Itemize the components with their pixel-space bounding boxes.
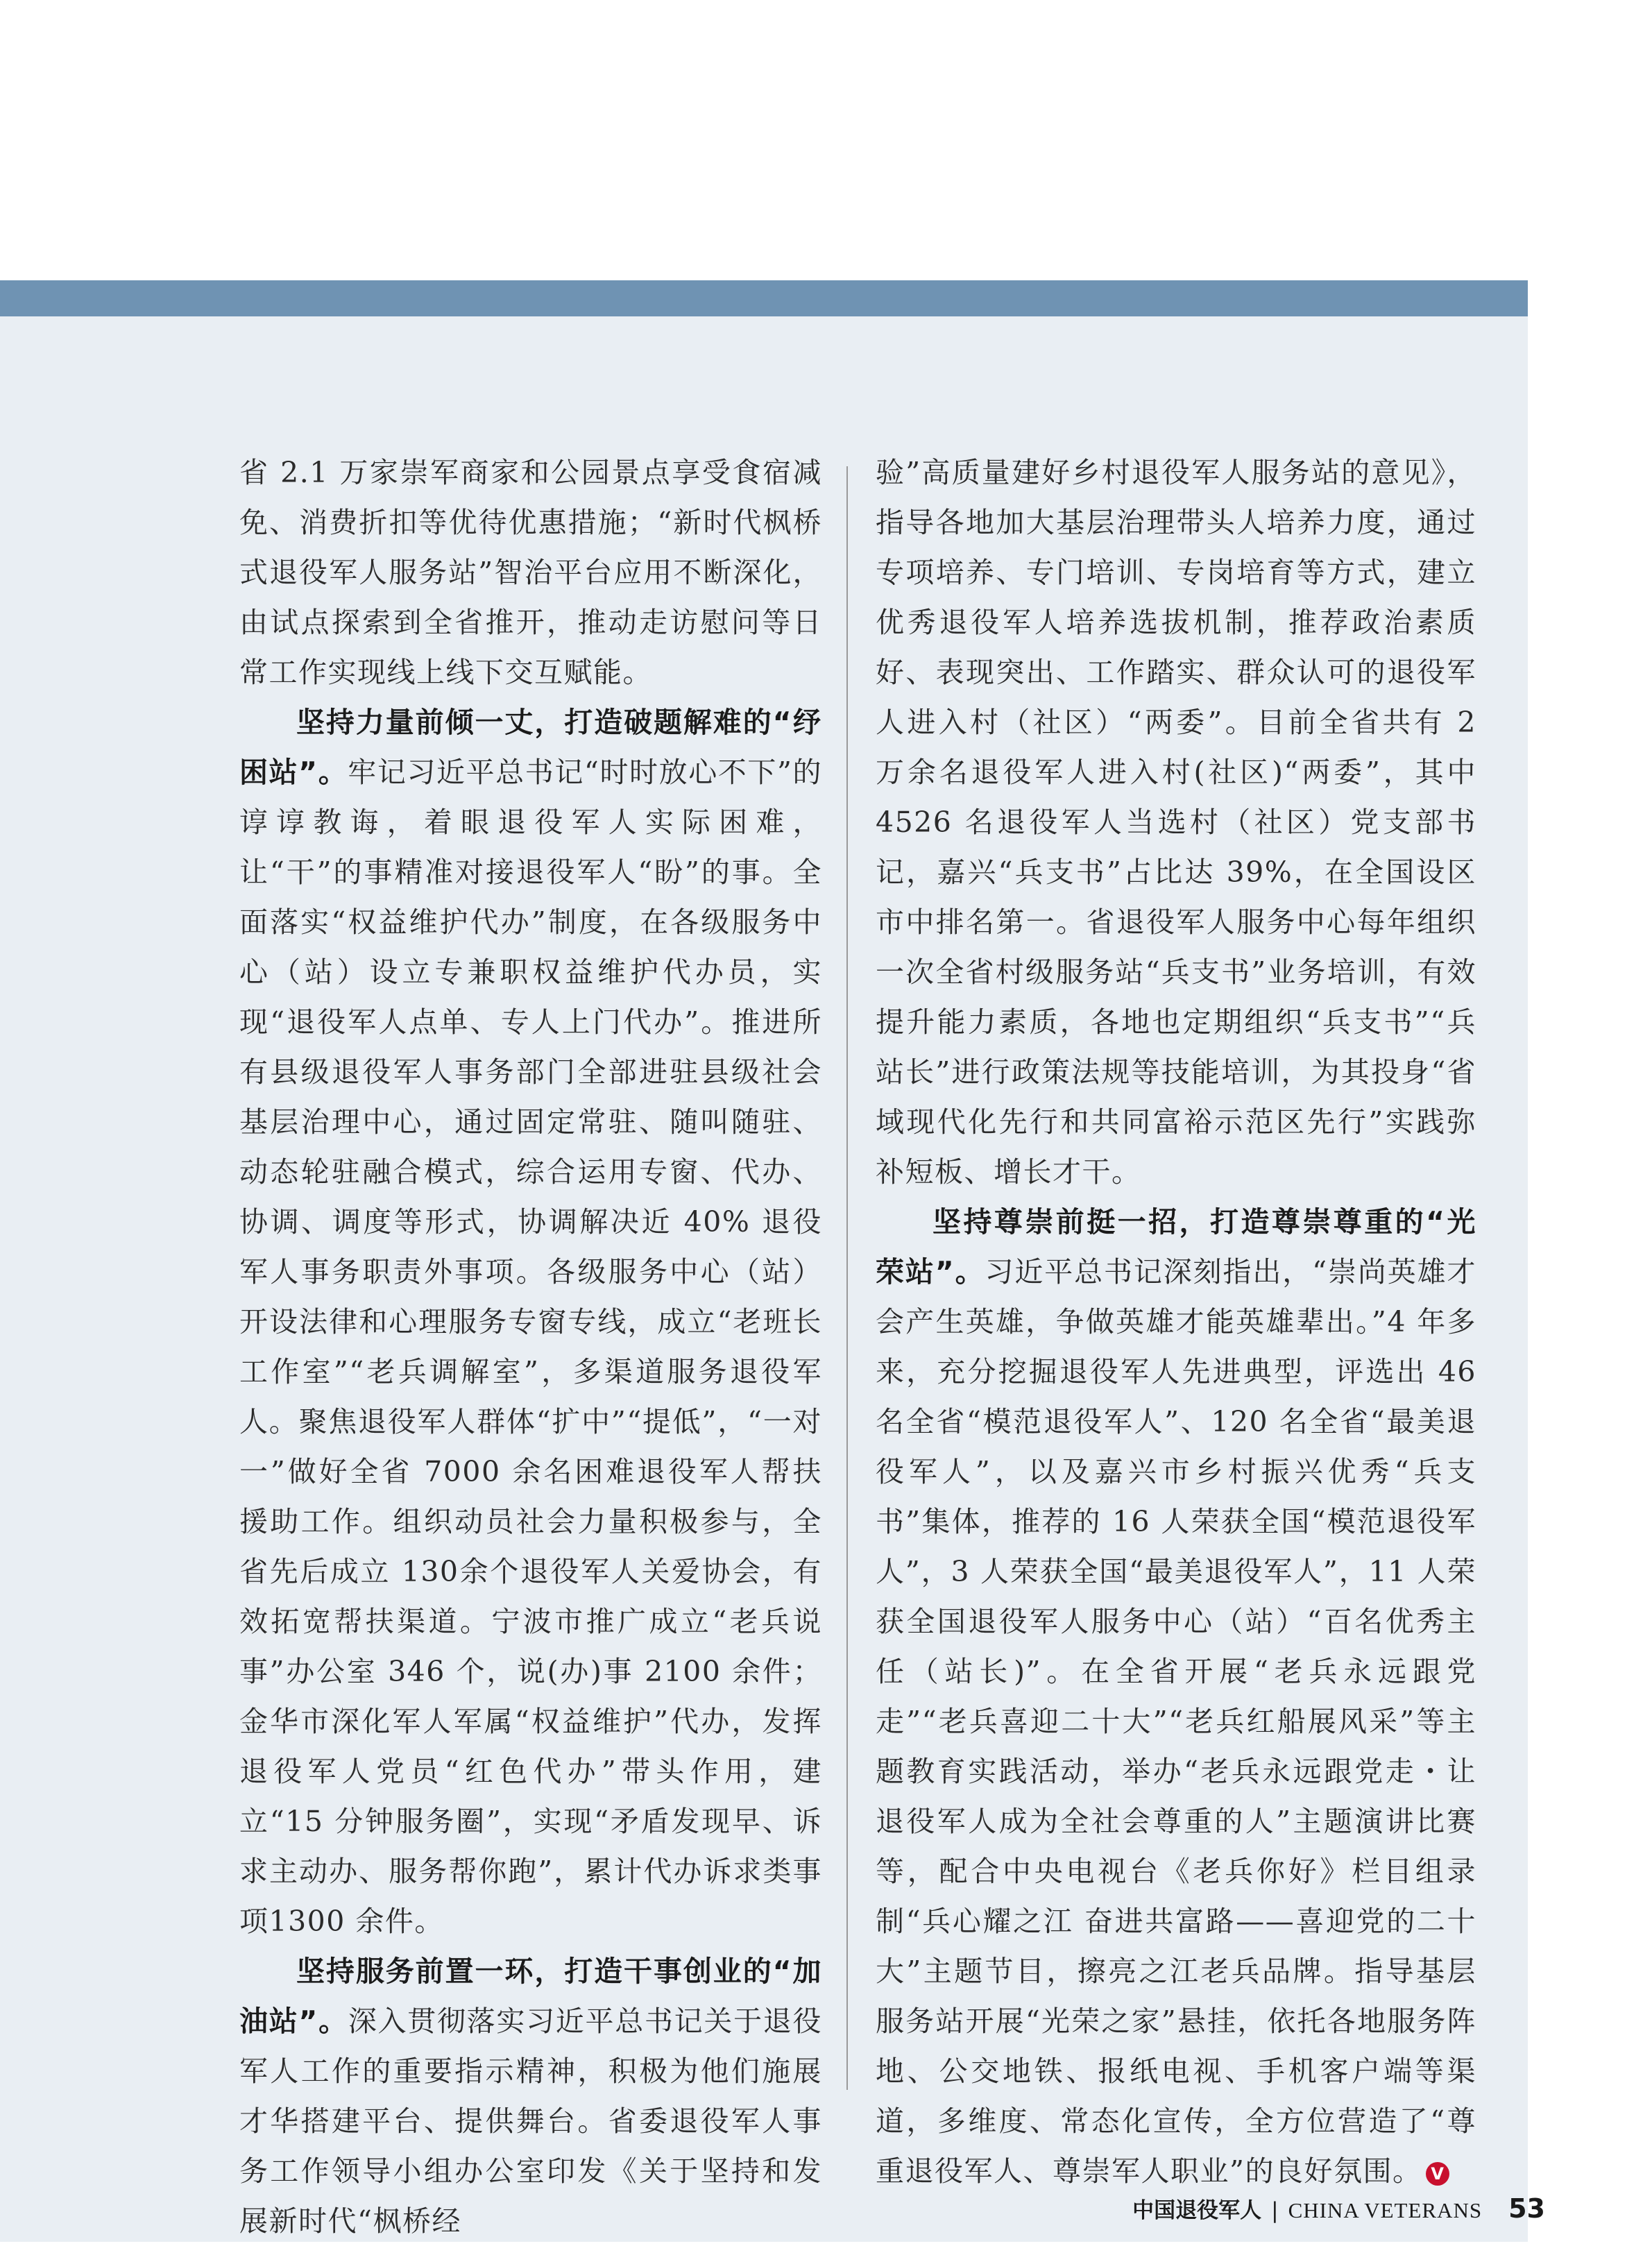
page-number: 53 xyxy=(1508,2193,1545,2224)
paragraph xyxy=(239,1946,822,2246)
paragraph-text: 验”高质量建好乡村退役军人服务站的意见》，指导各地加大基层治理带头人培养力度，通过专项培养、专门培训、专岗培育等方式，建立优秀退役军人培养选拔机制，推荐政治素质好、表现突出、工作踏实、群众认可的退役军人进入村（社区）“两委”。目前全省共有 2 万余名退役军人进入村(社区)“两委”，其中 4526 名退役军人当选村（社区）党支部书记，嘉兴“兵支书”占比达 39%，在全国设区市中排名第一。省退役军人服务中心每年组织一次全省村级服务站“兵支书”业务培训，有效提升能力素质，各地也定期组织“兵支书”“兵站长”进行政策法规等技能培训，为其投身“省域现代化先行和共同富裕示范区先行”实践弥补短板、增长才干。 xyxy=(876,456,1476,1189)
article-end-icon: V xyxy=(1426,2162,1449,2186)
paragraph xyxy=(239,448,822,697)
paragraph-text: 习近平总书记深刻指出，“崇尚英雄才会产生英雄，争做英雄才能英雄辈出。”4 年多来，充分挖掘退役军人先进典型，评选出 46 名全省“模范退役军人”、120 名全省“最美退役军人”，以及嘉兴市乡村振兴优秀“兵支书”集体，推荐的 16 人荣获全国“模范退役军人”，3 人荣获全国“最美退役军人”，11 人荣获全国退役军人服务中心（站）“百名优秀主任（站长)”。在全省开展“老兵永远跟党走”“老兵喜迎二十大”“老兵红船展风采”等主题教育实践活动，举办“老兵永远跟党走・让退役军人成为全社会尊重的人”主题演讲比赛等，配合中央电视台《老兵你好》栏目组录制“兵心耀之江 奋进共富路——喜迎党的二十大”主题节目，擦亮之江老兵品牌。指导基层服务站开展“光荣之家”悬挂，依托各地服务阵地、公交地铁、报纸电视、手机客户端等渠道，多维度、常态化宣传，全方位营造了“尊重退役军人、尊崇军人职业”的良好氛围。 xyxy=(876,1255,1476,2188)
section-heading: 坚持尊崇前挺一招，打造尊崇尊重的“光荣站”。 xyxy=(876,1205,1476,1288)
section-heading: 坚持力量前倾一丈，打造破题解难的“纾困站”。 xyxy=(239,706,822,789)
page-footer xyxy=(1132,2193,1545,2224)
header-color-band xyxy=(0,280,1528,316)
paragraph-text: 牢记习近平总书记“时时放心不下”的谆谆教诲，着眼退役军人实际困难，让“干”的事精准对接退役军人“盼”的事。全面落实“权益维护代办”制度，在各级服务中心（站）设立专兼职权益维护代办员，实现“退役军人点单、专人上门代办”。推进所有县级退役军人事务部门全部进驻县级社会基层治理中心，通过固定常驻、随叫随驻、动态轮驻融合模式，综合运用专窗、代办、协调、调度等形式，协调解决近 40% 退役军人事务职责外事项。各级服务中心（站）开设法律和心理服务专窗专线，成立“老班长工作室”“老兵调解室”，多渠道服务退役军人。聚焦退役军人群体“扩中”“提低”，“一对一”做好全省 7000 余名困难退役军人帮扶援助工作。组织动员社会力量积极参与，全省先后成立 130余个退役军人关爱协会，有效拓宽帮扶渠道。宁波市推广成立“老兵说事”办公室 346 个，说(办)事 2100 余件；金华市深化军人军属“权益维护”代办，发挥退役军人党员“红色代办”带头作用，建立“15 分钟服务圈”，实现“矛盾发现早、诉求主动办、服务帮你跑”，累计代办诉求类事项1300 余件。 xyxy=(239,756,823,1938)
section-heading: 坚持服务前置一环，打造干事创业的“加油站”。 xyxy=(239,1955,822,2038)
paragraph-text: 省 2.1 万家崇军商家和公园景点享受食宿减免、消费折扣等优待优惠措施；“新时代枫桥式退役军人服务站”智治平台应用不断深化，由试点探索到全省推开，推动走访慰问等日常工作实现线上线下交互赋能。 xyxy=(239,456,822,689)
paragraph xyxy=(876,448,1476,1197)
magazine-title-cn: 中国退役军人 xyxy=(1132,2198,1262,2223)
column-divider xyxy=(846,466,848,2090)
paragraph xyxy=(876,1197,1476,2196)
left-text-column xyxy=(239,448,822,2246)
paragraph xyxy=(239,697,822,1946)
footer-separator: | xyxy=(1271,2198,1279,2223)
magazine-title-en: CHINA VETERANS xyxy=(1288,2198,1483,2222)
paragraph-text: 深入贯彻落实习近平总书记关于退役军人工作的重要指示精神，积极为他们施展才华搭建平台、提供舞台。省委退役军人事务工作领导小组办公室印发《关于坚持和发展新时代“枫桥经 xyxy=(239,2005,823,2238)
right-text-column xyxy=(876,448,1476,2196)
